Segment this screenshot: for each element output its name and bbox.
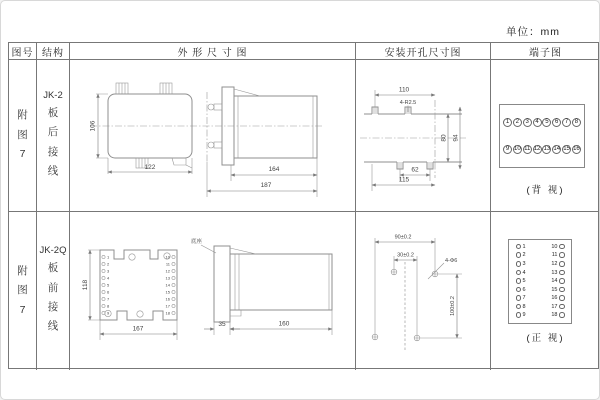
dimension-table	[8, 42, 599, 369]
terminal-dot-icon	[516, 270, 522, 276]
svg-text:11: 11	[165, 261, 170, 267]
terminal-13: 13	[543, 146, 551, 152]
terminal-row	[514, 278, 566, 285]
dim-94	[453, 107, 461, 169]
svg-text:62: 62	[411, 166, 419, 174]
terminal-box-front-view	[508, 239, 572, 324]
front-view-terminals-right	[166, 255, 176, 316]
svg-text:9: 9	[107, 310, 110, 316]
svg-text:18: 18	[165, 310, 170, 316]
svg-text:80: 80	[440, 134, 448, 142]
svg-text:6: 6	[107, 289, 110, 295]
terminal-dot-icon	[516, 278, 522, 284]
svg-text:4-Φ6: 4-Φ6	[445, 258, 458, 264]
outline-cell-jk2	[70, 60, 356, 212]
terminal-dot-icon	[559, 278, 565, 284]
terminal-cell-jk2q	[491, 212, 600, 370]
terminal-12: 12	[533, 146, 541, 152]
dim-width-122	[108, 158, 192, 174]
terminal-15: 15	[563, 146, 570, 152]
relay-front-view	[108, 83, 192, 168]
terminal-6: 6	[552, 118, 561, 127]
terminal-dot-icon	[559, 312, 565, 318]
outline-drawing-jk2	[70, 60, 355, 211]
terminal-right: 15	[551, 287, 566, 294]
terminal-right: 11	[552, 252, 566, 259]
terminal-left: 5	[514, 278, 526, 285]
terminal-8: 8	[572, 118, 581, 127]
figure-no-jk2q	[9, 212, 37, 370]
terminal-dot-icon	[559, 261, 565, 267]
base-side-view	[214, 246, 332, 322]
svg-text:90±0.2: 90±0.2	[394, 234, 412, 241]
wiring-label: 板后接线	[47, 106, 59, 177]
svg-text:13: 13	[165, 275, 170, 281]
wiring-label: 板前接线	[47, 262, 59, 333]
svg-text:100±0.2: 100±0.2	[450, 296, 456, 316]
svg-text:122: 122	[144, 164, 156, 171]
svg-text:160: 160	[278, 320, 290, 328]
svg-text:底座: 底座	[191, 239, 203, 245]
screw-terminal-icon	[116, 83, 192, 168]
svg-text:8: 8	[107, 303, 110, 309]
terminal-dot-icon	[559, 287, 565, 293]
terminal-14: 14	[553, 146, 561, 152]
terminal-right: 12	[551, 261, 566, 268]
terminal-3: 3	[523, 118, 532, 127]
header-structure: 结构	[37, 43, 70, 60]
svg-text:187: 187	[260, 182, 272, 189]
terminal-left: 1	[514, 244, 526, 251]
dim-100	[420, 274, 462, 338]
dim-80	[441, 114, 449, 162]
unit-label: 单位：mm	[506, 26, 560, 38]
dim-total-187	[207, 162, 317, 197]
svg-text:30±0.2: 30±0.2	[397, 252, 414, 259]
header-terminal: 端子图	[491, 43, 600, 60]
terminal-11: 11	[524, 146, 531, 152]
front-view-terminals-left	[102, 255, 110, 316]
terminal-left: 7	[514, 295, 526, 302]
structure-jk2	[37, 60, 70, 212]
terminal-dot-icon	[516, 244, 522, 250]
figure-no-text: 附图7	[17, 109, 28, 161]
terminal-row	[514, 295, 566, 302]
svg-text:10: 10	[165, 254, 170, 260]
header-figure-no: 图号	[9, 43, 37, 60]
terminal-right: 10	[551, 244, 566, 251]
svg-text:94: 94	[452, 134, 460, 142]
terminal-1: 1	[503, 118, 512, 127]
terminal-right: 18	[551, 312, 566, 319]
terminal-right: 16	[551, 295, 566, 302]
svg-text:4: 4	[107, 275, 110, 281]
svg-text:4-R2.5: 4-R2.5	[399, 100, 417, 106]
mounting-hole-icon	[105, 253, 170, 317]
view-caption: (背 视)	[526, 185, 565, 196]
svg-text:12: 12	[165, 268, 170, 274]
model-label: JK-2	[43, 89, 63, 101]
dim-height-118	[82, 250, 100, 320]
dim-base-35	[204, 321, 240, 335]
dim-body-160	[230, 310, 332, 335]
mounting-drawing-jk2q	[356, 212, 490, 369]
header-mounting: 安装开孔尺寸图	[356, 43, 491, 60]
model-label: JK-2Q	[39, 245, 67, 257]
terminal-left: 3	[514, 261, 526, 268]
svg-text:7: 7	[107, 296, 110, 302]
terminal-right: 17	[551, 304, 566, 311]
terminal-9: 9	[503, 145, 512, 154]
terminal-2: 2	[513, 118, 522, 127]
terminal-16: 16	[573, 146, 580, 152]
terminal-left: 6	[514, 287, 526, 294]
mounting-cell-jk2	[356, 60, 491, 212]
svg-text:17: 17	[165, 303, 170, 309]
terminal-5: 5	[542, 118, 551, 127]
terminal-dot-icon	[559, 270, 565, 276]
structure-jk2q	[37, 212, 70, 370]
terminal-dot-icon	[559, 304, 565, 310]
svg-text:3: 3	[107, 268, 110, 274]
view-caption: (正 视)	[526, 333, 565, 344]
svg-text:106: 106	[89, 120, 97, 132]
svg-text:16: 16	[165, 296, 170, 302]
svg-text:14: 14	[165, 282, 170, 288]
terminal-left: 9	[514, 312, 526, 319]
outline-cell-jk2q	[70, 212, 356, 370]
terminal-row-bottom	[503, 145, 581, 154]
svg-text:5: 5	[107, 282, 110, 288]
terminal-dot-icon	[516, 287, 522, 293]
terminal-right: 14	[551, 278, 566, 285]
terminal-dot-icon	[516, 312, 522, 318]
svg-text:35: 35	[218, 321, 226, 328]
figure-no-jk2	[9, 60, 37, 212]
terminal-dot-icon	[559, 295, 565, 301]
terminal-left: 4	[514, 270, 526, 277]
hole-note-4-d6	[428, 258, 457, 279]
terminal-cell-jk2	[491, 60, 600, 212]
terminal-box-back-view	[499, 104, 585, 168]
figure-no-text: 附图7	[17, 264, 28, 316]
terminal-row	[514, 287, 566, 294]
terminal-row	[514, 270, 566, 277]
mounting-cell-jk2q	[356, 212, 491, 370]
svg-text:15: 15	[165, 289, 170, 295]
terminal-dot-icon	[559, 252, 565, 258]
terminal-dot-icon	[516, 252, 522, 258]
header-outline: 外 形 尺 寸 图	[70, 43, 356, 60]
dim-90	[375, 235, 435, 335]
mounting-drawing-jk2	[356, 60, 490, 211]
terminal-row-top	[503, 118, 581, 127]
outline-drawing-jk2q	[70, 212, 355, 369]
slot-note-4-R2.5	[400, 100, 417, 112]
base-front-view	[100, 250, 177, 320]
dim-width-167	[100, 320, 177, 340]
svg-text:167: 167	[132, 325, 144, 333]
terminal-10: 10	[514, 146, 521, 152]
terminal-dot-icon	[516, 295, 522, 301]
base-label	[191, 237, 216, 253]
terminal-7: 7	[562, 118, 571, 127]
terminal-dot-icon	[559, 244, 565, 250]
svg-text:115: 115	[398, 176, 410, 184]
terminal-right: 13	[551, 270, 566, 277]
svg-text:164: 164	[268, 166, 280, 173]
svg-text:2: 2	[107, 261, 110, 267]
svg-text:1: 1	[107, 254, 110, 260]
terminal-row	[514, 244, 566, 251]
terminal-row	[514, 304, 566, 311]
dim-body-164	[231, 158, 317, 181]
terminal-dot-icon	[516, 261, 522, 267]
terminal-4: 4	[533, 118, 542, 127]
terminal-dot-icon	[516, 304, 522, 310]
terminal-row	[514, 252, 566, 259]
svg-text:118: 118	[82, 279, 89, 291]
terminal-left: 2	[514, 252, 526, 259]
dim-30	[394, 253, 417, 336]
svg-text:110: 110	[398, 86, 410, 94]
terminal-row	[514, 261, 566, 268]
terminal-row	[514, 312, 566, 319]
terminal-left: 8	[514, 304, 526, 311]
